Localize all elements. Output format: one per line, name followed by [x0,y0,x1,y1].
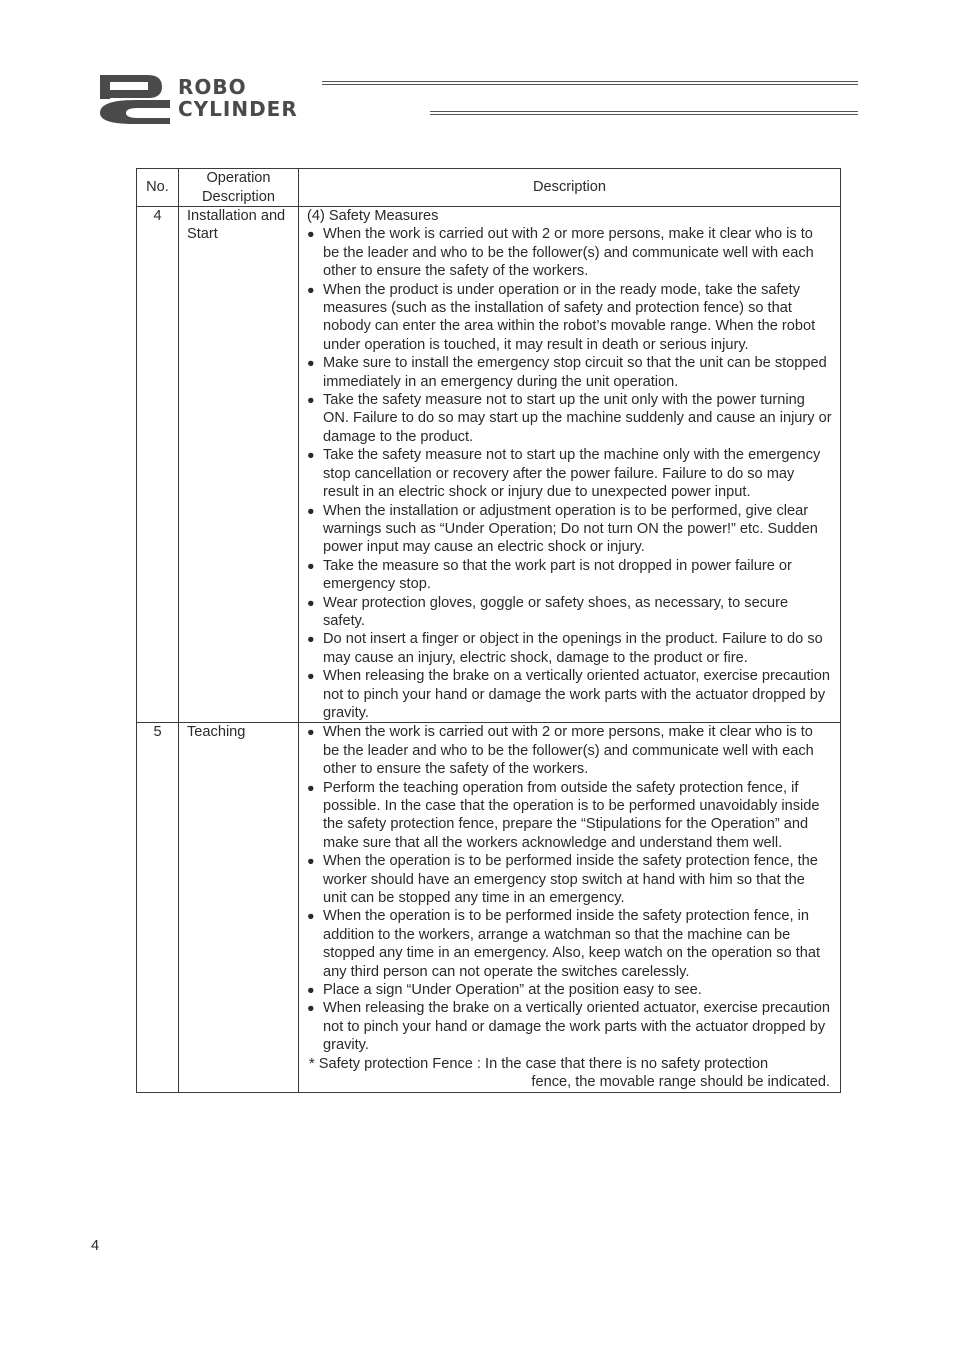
brand-line-cylinder: CYLINDER [178,97,298,121]
brand-line-robo: ROBO [178,75,247,99]
header-rule-top [322,81,858,85]
list-item: ● Perform the teaching operation from outside the safety protection fence, if possible. In the case that the operation is to be performed unavoidably inside the safety protection fence, prepare the “Stipulations for the Operation” and make sure that all the workers acknowledge and understand them well. [307,779,832,853]
list-item: ● When the installation or adjustment operation is to be performed, give clear warnings such as “Under Operation; Do not turn ON the power!” etc. Sudden power input may cause an electric shock or injury. [307,502,832,557]
fence-note: * Safety protection Fence : In the case that there is no safety protection [309,1055,769,1072]
header-description: Description [299,169,841,207]
list-item: ● Place a sign “Under Operation” at the position easy to see. [307,981,832,999]
list-item: ● Make sure to install the emergency stop circuit so that the unit can be stopped immediately in an emergency during the unit operation. [307,354,832,391]
row-number: 5 [137,723,179,1092]
section-subtitle: (4) Safety Measures [307,208,439,224]
list-item: ● When releasing the brake on a vertically oriented actuator, exercise precaution not to pinch your hand or damage the work parts with the actuator dropped by gravity. [307,999,832,1054]
bullet-list [307,225,832,722]
robo-cylinder-logo [96,73,858,125]
safety-table [136,168,841,1093]
list-item: ● When the operation is to be performed inside the safety protection fence, the worker should have an emergency stop switch at hand with him so that the unit can be stopped any time in an emergency. [307,852,832,907]
header-operation: Operation Description [179,169,299,207]
header-no: No. [137,169,179,207]
list-item: ● Take the measure so that the work part is not dropped in power failure or emergency stop. [307,557,832,594]
table-row [137,723,841,1092]
table-row [137,207,841,723]
fence-note-continued: fence, the movable range should be indicated. [531,1074,830,1091]
header-rule-bottom [430,111,858,115]
list-item: ● Do not insert a finger or object in the openings in the product. Failure to do so may cause an injury, electric shock, damage to the product or fire. [307,630,832,667]
list-item: ● Take the safety measure not to start up the unit only with the power turning ON. Failure to do so may start up the machine suddenly and cause an injury or damage to the product. [307,391,832,446]
list-item: ● When the operation is to be performed inside the safety protection fence, in addition to the workers, arrange a watchman so that the machine can be stopped any time in an emergency. Also, keep watch on the operation so that any third person can not operate the switches carelessly. [307,907,832,981]
row-operation: Installation and Start [179,207,299,723]
table-header-row [137,169,841,207]
list-item: ● When releasing the brake on a vertically oriented actuator, exercise precaution not to pinch your hand or damage the work parts with the actuator dropped by gravity. [307,667,832,722]
list-item: ● When the work is carried out with 2 or more persons, make it clear who is to be the leader and who to be the follower(s) and communicate well with each other to ensure the safety of the workers. [307,723,832,778]
list-item: ● Take the safety measure not to start up the machine only with the emergency stop cancellation or recovery after the power failure. Failure to do so may result in an electric shock or injury due to unexpected power input. [307,446,832,501]
row-description [299,207,841,723]
row-number: 4 [137,207,179,723]
row-operation: Teaching [179,723,299,1092]
page-number: 4 [91,1238,100,1254]
list-item: ● When the product is under operation or in the ready mode, take the safety measures (such as the installation of safety and protection fence) so that nobody can enter the area within the robot’s movable range. When the robot under operation is touched, it may result in death or serious injury. [307,281,832,355]
row-description [299,723,841,1092]
list-item: ● When the work is carried out with 2 or more persons, make it clear who is to be the leader and who to be the follower(s) and communicate well with each other to ensure the safety of the workers. [307,225,832,280]
bullet-list [307,723,832,1054]
list-item: ● Wear protection gloves, goggle or safety shoes, as necessary, to secure safety. [307,594,832,631]
rc-logo-mark-icon [96,73,176,125]
